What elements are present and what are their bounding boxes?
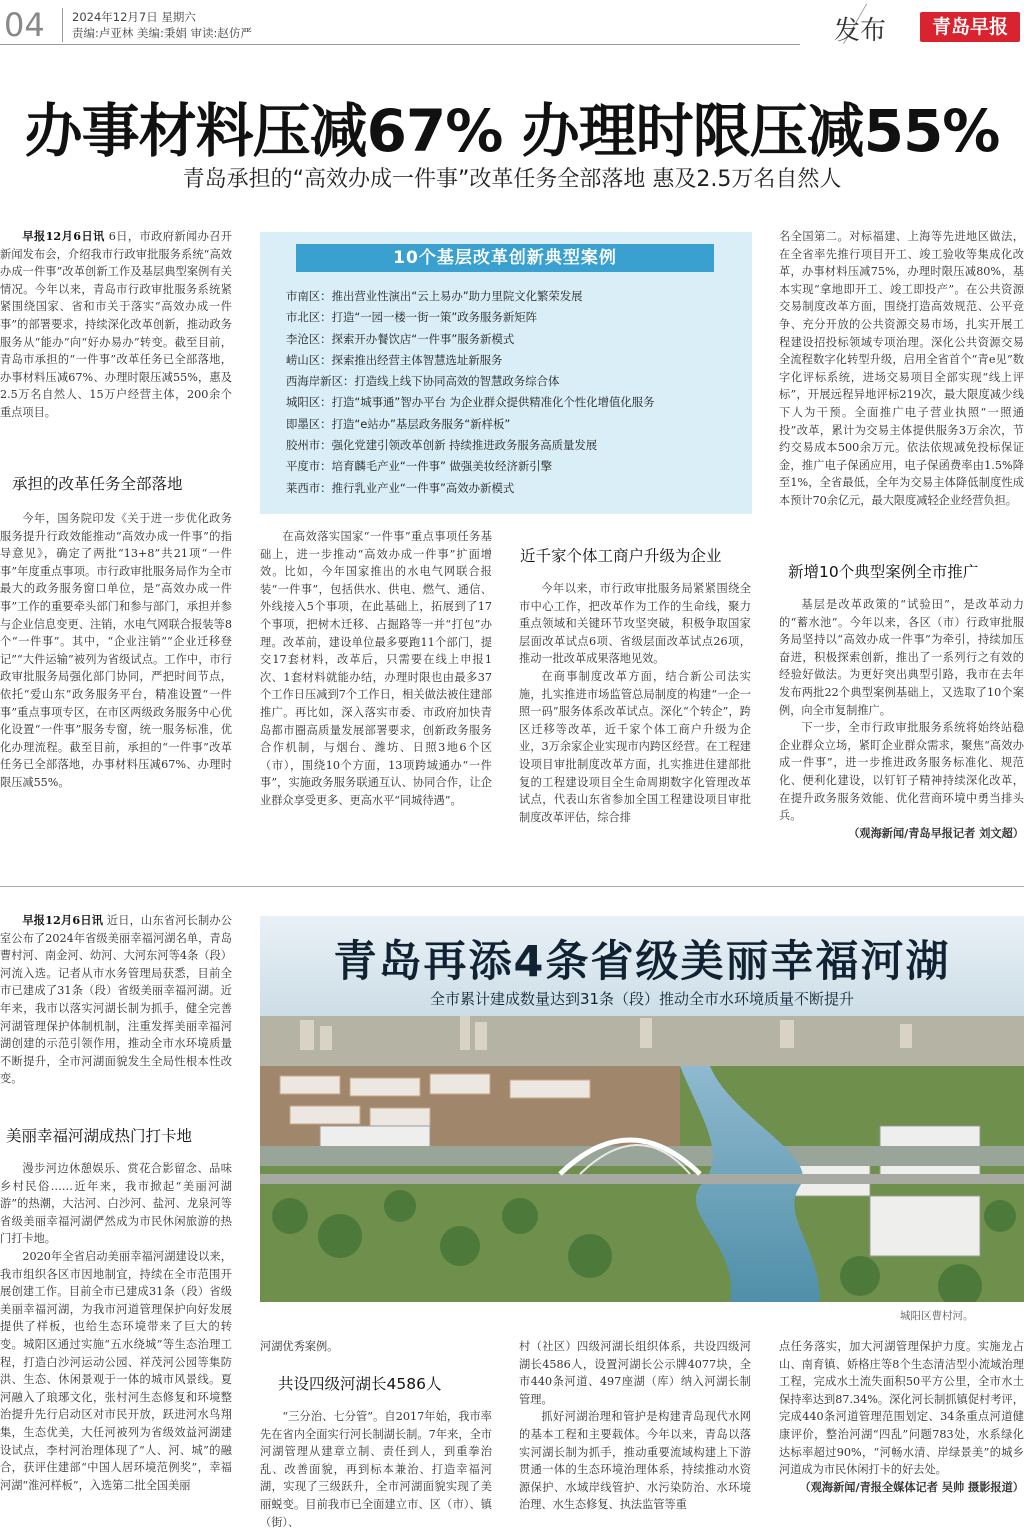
story2-col4-paragraph-1: 点任务落实，加大河湖管理保护力度。实施龙占山、南育镇、娇格庄等8个生态清洁型小流域治理工程，完成水土流失面积50平方公里，全市水土保持率达到87.34%。深化河长制抓镇促村考评，完成440条河道管理范围划定、34条重点河道健康评价，整治河湖“四乱”问题783处，水系绿化达标率超过90%，“河畅水清、岸绿景美”的城乡河道成为市民休闲打卡的好去处。: [779, 1340, 1024, 1477]
story2-col1-paragraph-1: 漫步河边休憩娱乐、赏花合影留念、品味乡村民俗……近年来，我市掀起“美丽河湖游”的热潮，大沽河、白沙河、盐河、龙泉河等省级美丽幸福河湖俨然成为市民休闲旅游的热门打卡地。: [0, 1162, 232, 1246]
section-label: 发布: [834, 16, 887, 46]
story1-col2-paragraph: 在高效落实国家“一件事”重点事项任务基础上，进一步推动“高效办成一件事”扩面增效。比如，今年国家推出的水电气网联合报装“一件事”，包括供水、供电、燃气、通信、外线接入5个事项，在此基础上，拓展到了17个事项，把树木迁移、占掘路等一并“打包”办理。改革前，建设单位最多要跑11个部门，提交17套材料，改革后，只需要在线上申报1次、1套材料就能办结，办理时限也由最多37个工作日压减到7个工作日，相关做法被住建部推广。再比如，深入落实市委、市政府加快青岛都市圈高质量发展部署要求，创新政务服务合作机制，与烟台、潍坊、日照3地6个区（市），围绕10个方面，13项跨域通办“一件事”，实施政务服务联通互认、协同合作，让企业群众享受更多、更高水平“同城待遇”。: [260, 530, 492, 807]
story2-col3-paragraph-1: 村（社区）四级河湖长组织体系，共设四级河湖长4586人，设置河湖长公示牌4077块，全市440条河道、497座湖（库）纳入河湖长制管理。: [519, 1340, 751, 1406]
story2-col4-body: [779, 1338, 1024, 1531]
story1-col2-body: [260, 528, 492, 866]
story2-col1-paragraph-2: 2020年全省启动美丽幸福河湖建设以来，我市组织各区市因地制宜，持续在全市范围开展创建工作。目前全市已建成31条（段）省级美丽幸福河湖，为我市河道管理保护向好发展提供了样板，也给生态环境带来了巨大的转变。城阳区通过实施“五水绕城”等生态治理工程，打造白沙河运动公园、祥茂河公园等集防洪、生态、休闲景观于一体的城市风景线。夏河融入了琅琊文化，张村河生态修复和环境整治提升先行启动区对市民开放，跃进河水鸟翔集，生态优美，大任河被列为省级效益河湖建设试点，李村河治理体现了“人、河、城”的融合，获评住建部“中国人居环境范例奖”，幸福河湖“淮河样板”，入选第二批全国美丽: [0, 1249, 232, 1492]
story2-col3-body: [519, 1338, 751, 1531]
page-number: 04: [4, 6, 45, 44]
brand-logo: 青岛早报: [920, 12, 1020, 42]
story1-col3-paragraph-2: 在商事制度改革方面，结合新公司法实施，扎实推进市场监管总局制度的构建“一企一照一码”服务体系改革试点。深化“个转企”，跨区迁移等改革，近千家个体工商户升级为企业，3万余家企业实现市内跨区经营。在工程建设项目审批制度改革方面，扎实推进住建部批复的工程建设项目全生命周期数字化管理改革试点，代表山东省参加全国工程建设项目审批制度改革评估，综合排: [519, 669, 751, 824]
case-item: 胶州市：强化党建引领改革创新 持续推进政务服务高质量发展: [286, 438, 598, 453]
photo-caption: 城阳区曹村河。: [900, 1310, 974, 1322]
story1-col3-body: [519, 580, 751, 866]
story1-lead-column: [0, 228, 232, 460]
story2-headline: 青岛再添4条省级美丽幸福河湖: [333, 937, 951, 987]
main-subheadline: 青岛承担的“高效办成一件事”改革任务全部落地 惠及2.5万名自然人: [182, 167, 842, 192]
story1-subhead-3: 新增10个典型案例全市推广: [788, 563, 979, 581]
story1-col4-paragraph-2: 基层是改革政策的“试验田”，是改革动力的“蓄水池”。今年以来，各区（市）行政审批服务局坚持以“高效办成一件事”为牵引，持续加压奋进，积极探索创新，推出了一系列行之有效的经验好做法。为更好突出典型引路，我市在去年发布两批22个典型案例基础上，又选取了10个案例，向全市复制推广。: [779, 598, 1024, 717]
cases-list: [286, 286, 746, 499]
story2-lead-column: [0, 912, 232, 1112]
story1-byline: （观海新闻/青岛早报记者 刘文超）: [848, 825, 1024, 840]
story2-col2-body-2: [260, 1408, 492, 1531]
header-rule: [0, 44, 800, 45]
case-item: 即墨区：打造“e站办”基层政务服务“新样板”: [286, 416, 511, 431]
story2-lead-tag: 早报12月6日讯: [22, 913, 104, 927]
story1-col4-paragraph-1: 名全国第二。对标福建、上海等先进地区做法，在全省率先推行项目开工、竣工验收等集成化改革，办事材料压减75%，办理时限压减80%，基本实现“拿地即开工、竣工即投产”。在公共资源交易制度改革方面，围绕打造高效规范、公平竞争、充分开放的公共资源交易市场，扎实开展工程建设招投标领域专项治理。深化公共资源交易全流程数字化转型升级，启用全省首个“青e见”数字化评标系统，进场交易项目全部实现“线上评标”，开展远程异地评标219次，最大限度减少线下人为干预。全面推广电子营业执照“一照通投”改革，累计为交易主体提供服务3万余次，节约交易成本500余万元。依法依规减免投标保证金，推广电子保函应用，电子保函费率由1.5%降至1%，全省最低，全年为交易主体降低制度性成本预计70余亿元，最大限度减轻企业经营负担。: [779, 230, 1024, 507]
story1-col4-paragraph-3: 下一步，全市行政审批服务系统将始终站稳企业群众立场，紧盯企业群众需求，聚焦“高效办成一件事”，进一步推进政务服务标准化、规范化、便利化建设，以钉钉子精神持续深化改革，在提升政务服务效能、优化营商环境中勇当排头兵。: [779, 721, 1024, 823]
story2-col1-body: [0, 1160, 232, 1531]
story1-lead-text: 6日，市政府新闻办召开新闻发布会，介绍我市行政审批服务系统“高效办成一件事”改革创新工作及基层典型案例有关情况。今年以来，青岛市行政审批服务系统紧紧围绕国家、省和市关于落实“高效办成一件事”的部署要求，持续深化改革创新，推动政务服务从“能办”向“好办易办”转变。截至目前，青岛市承担的“一件事”改革任务已全部落地，办事材料压减67%、办理时限压减55%，惠及2.5万名自然人、15万户经营主体，200余个重点项目。: [0, 230, 232, 419]
story1-col4-body-1: [779, 228, 1024, 546]
cases-box-title: 10个基层改革创新典型案例: [296, 244, 714, 272]
editors-line: 责编:卢亚林 美编:秉娟 审读:赵仿严: [72, 26, 252, 40]
case-item: 市南区：推出营业性演出“云上易办”助力里院文化繁荣发展: [286, 289, 583, 303]
date-line: 2024年12月7日 星期六: [72, 10, 196, 24]
section-divider: [0, 886, 1024, 887]
case-item: 李沧区：探索开办餐饮店“一件事”服务新模式: [286, 331, 515, 346]
date-editors-block: [72, 9, 252, 41]
story2-subhead-1: 美丽幸福河湖成热门打卡地: [6, 1127, 193, 1145]
case-item: 市北区：打造“一园一楼一街一策”政务服务新矩阵: [286, 310, 538, 325]
story2-lead-text: 近日，山东省河长制办公室公布了2024年省级美丽幸福河湖名单，青岛曹村河、南金河、幼河、大河东河等4条（段）河流入选。记者从市水务管理局获悉，目前全市已建成了31条（段）省级美丽幸福河湖。近年来，我市以落实河湖长制为抓手，健全完善河湖管理保护体制机制，注重发挥美丽幸福河湖创建的示范引领作用，推动全市水环境质量不断提升，全市河湖面貌发生全局性根本性改变。: [0, 914, 232, 1086]
story2-subhead-2: 共设四级河湖长4586人: [278, 1375, 442, 1393]
story2-col2-paragraph-2: “三分治、七分管”。自2017年始，我市率先在省内全面实行河长制湖长制。7年来，全市河湖管理从建章立制、责任到人，到重拳治乱、改善面貌，再到标本兼治、打造幸福河湖，实现了三级跃升，全市河湖面貌实现了美丽蜕变。目前我市已全面建立市、区（市）、镇（街）、: [260, 1410, 492, 1529]
case-item: 西海岸新区：打造线上线下协同高效的智慧政务综合体: [286, 374, 560, 389]
case-item: 平度市：培育麟毛产业“一件事” 做强美妆经济新引擎: [286, 459, 553, 474]
case-item: 莱西市：推行乳业产业“一件事”高效办新模式: [286, 480, 515, 495]
story2-col2-body-1: [260, 1338, 492, 1358]
lead-tag: 早报12月6日讯: [22, 229, 105, 243]
story1-col1-body: [0, 510, 232, 866]
story2-subheadline: 全市累计建成数量达到31条（段）推动全市水环境质量不断提升: [429, 990, 855, 1008]
main-headline: 办事材料压减67% 办理时限压减55%: [24, 97, 1000, 165]
story1-col4-body-2: [779, 596, 1024, 866]
case-item: 城阳区：打造“城事通”智办平台 为企业群众提供精准化个性化增值化服务: [286, 395, 655, 410]
story2-col2-paragraph-1: 河湖优秀案例。: [260, 1340, 339, 1353]
header-divider: [62, 8, 63, 42]
story2-col3-paragraph-2: 抓好河湖治理和管护是构建青岛现代水网的基本工程和主要载体。今年以来，青岛以落实河湖长制为抓手，推动重要流域构建上下游贯通一体的生态环境治理体系，持续推动水资源保护、水域岸线管护、水污染防治、水环境治理、水生态修复、执法监管等重: [519, 1410, 751, 1512]
story2-byline: （观海新闻/青报全媒体记者 吴帅 摄影报道）: [799, 1479, 1024, 1494]
story1-col3-paragraph-1: 今年以来，市行政审批服务局紧紧围绕全市中心工作，把改革作为工作的生命线，聚力重点领域和关键环节攻坚突破，积极争取国家层面改革试点6项、省级层面改革试点26项，推动一批改革成果落地见效。: [519, 582, 751, 666]
case-item: 崂山区：探索推出经营主体智慧选址新服务: [286, 352, 503, 367]
story1-col1-paragraph: 今年，国务院印发《关于进一步优化政务服务提升行政效能推动“高效办成一件事”的指导意见》，确定了两批“13+8”共21项“一件事”年度重点事项。市行政审批服务局作为全市最大的政务服务窗口单位，是“高效办成一件事”工作的重要牵头部门和参与部门，承担并参与企业信息变更、注销，水电气网联合报装等8个“一件事”。其中，“企业注销”“企业迁移登记”“大件运输”被列为省级试点。工作中，市行政审批服务局强化部门协同，严把时间节点，依托“爱山东”政务服务平台，精准设置“一件事”重点事项专区，在市区两级政务服务中心优化设置“一件事”服务专窗，统一服务标准，优化办理流程。截至目前，承担的“一件事”改革任务已全部落地，办事材料压减67%、办理时限压减55%。: [0, 512, 232, 789]
story1-subhead-1: 承担的改革任务全部落地: [12, 475, 183, 493]
story1-subhead-2: 近千家个体工商户升级为企业: [520, 547, 722, 565]
